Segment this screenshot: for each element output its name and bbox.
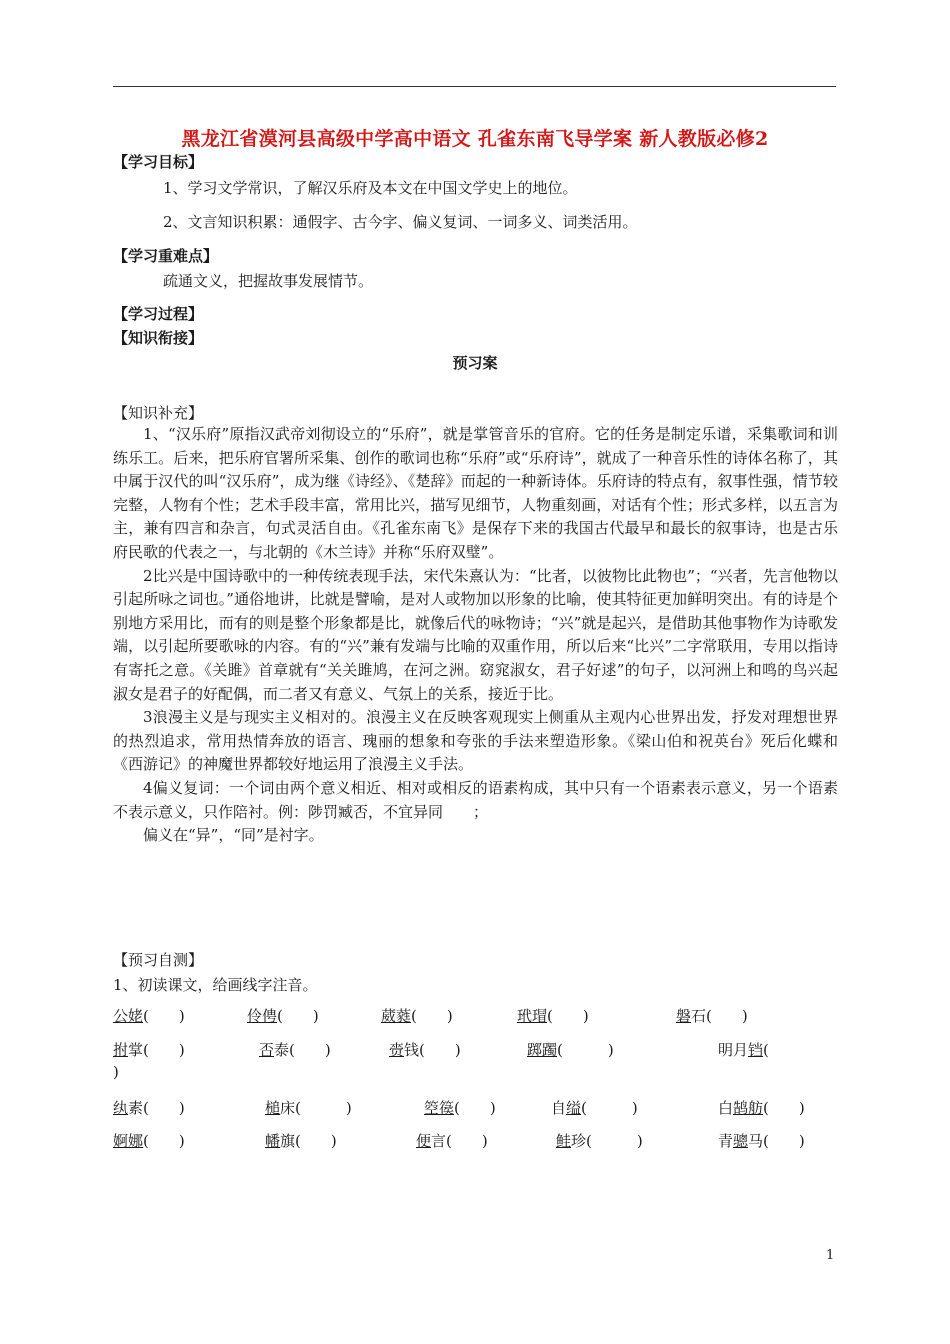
pinyin-item: 葳蕤( ) [381, 1007, 453, 1025]
pinyin-item: 婀娜( ) [113, 1132, 185, 1150]
key-points-text: 疏通文义，把握故事发展情节。 [163, 272, 374, 290]
bridge-heading: 【知识衔接】 [113, 329, 204, 347]
pinyin-item: 明月铛( [718, 1041, 769, 1059]
process-heading: 【学习过程】 [113, 305, 204, 323]
document-title: 黑龙江省漠河县高级中学高中语文 孔雀东南飞导学案 新人教版必修2 [181, 128, 769, 150]
paragraph-romanticism: 3浪漫主义是与现实主义相对的。浪漫主义在反映客观现实上侧重从主观内心世界出发，抒发对理想世界的热烈追求，常用热情奔放的语言、瑰丽的想象和夸张的手法来塑造形象。《梁山伯和祝英台》死后化蝶和《西游记》的神魔世界都较好地运用了浪漫主义手法。 [113, 708, 838, 774]
pinyin-item: 青骢马( ) [718, 1132, 805, 1150]
key-points-heading: 【学习重难点】 [113, 247, 219, 265]
pinyin-item: 踯躅( ) [527, 1041, 614, 1059]
header-rule [113, 86, 836, 87]
goal-item-2: 2、文言知识积累：通假字、古今字、偏义复词、一词多义、词类活用。 [163, 213, 638, 231]
goal-item-1: 1、学习文学常识，了解汉乐府及本文在中国文学史上的地位。 [163, 179, 578, 197]
paragraph-yuefu: 1、“汉乐府”原指汉武帝刘彻设立的“乐府”，就是掌管音乐的官府。它的任务是制定乐谱，采集歌词和训练乐工。后来，把乐府官署所采集、创作的歌词也称“乐府”或“乐府诗”，就成了一种音乐性的诗体名称了，其中属于汉代的叫“汉乐府”，成为继《诗经》、《楚辞》而起的一种新诗体。乐府诗的特点有，叙事性强，情节较完整，人物有个性；艺术手段丰富，常用比兴，描写见细节，人物重刻画，对话有个性；形式多样，以五言为主，兼有四言和杂言，句式灵活自由。《孔雀东南飞》是保存下来的我国古代最早和最长的叙事诗，也是古乐府民歌的代表之一，与北朝的《木兰诗》并称“乐府双璧”。 [113, 425, 838, 561]
supplement-heading: 【知识补充】 [113, 404, 204, 422]
page-number: 1 [826, 1248, 835, 1263]
self-test-instruction: 1、初读课文，给画线字注音。 [113, 976, 318, 994]
supplement-body [113, 423, 838, 848]
pinyin-item: 纨素( ) [113, 1099, 185, 1117]
pinyin-item: 伶俜( ) [247, 1007, 319, 1025]
wrapped-paren: ) [113, 1063, 119, 1081]
pinyin-item: 白鹄舫( ) [718, 1099, 805, 1117]
paragraph-pianyi-note: 偏义在“异”，“同”是衬字。 [143, 826, 324, 845]
paragraph-pianyi: 4偏义复词：一个词由两个意义相近、相对或相反的语素构成，其中只有一个语素表示意义，另一个语素不表示意义，只作陪衬。例：陟罚臧否，不宜异同 ； [113, 778, 838, 821]
pinyin-item: 赍钱( ) [389, 1041, 461, 1059]
pinyin-item: 磐石( ) [676, 1007, 748, 1025]
pinyin-item: 便言( ) [416, 1132, 488, 1150]
pinyin-item: 否泰( ) [259, 1041, 331, 1059]
pinyin-item: 箜篌( ) [424, 1099, 496, 1117]
self-test-heading: 【预习自测】 [113, 951, 204, 969]
pinyin-item: 槌床( ) [265, 1099, 352, 1117]
pinyin-item: 自缢( ) [551, 1099, 638, 1117]
paragraph-bixing: 2比兴是中国诗歌中的一种传统表现手法，宋代朱熹认为：“比者，以彼物比此物也”；“兴者，先言他物以引起所咏之词也。”通俗地讲，比就是譬喻，是对人或物加以形象的比喻，使其特征更加鲜明突出。有的诗是个别地方采用比，而有的则是整个形象都是比，就像后代的咏物诗；“兴”就是起兴，是借助其他事物作为诗歌发端，以引起所要歌咏的内容。有的“兴”兼有发端与比喻的双重作用，所以后来“比兴”二字常联用，专用以指诗有寄托之意。《关雎》首章就有“关关雎鸠，在河之洲。窈窕淑女，君子好逑”的句子，以河洲上和鸣的鸟兴起淑女是君子的好配偶，而二者又有意义、气氛上的关系，接近于比。 [113, 566, 838, 703]
pinyin-item: 幡旗( ) [265, 1132, 337, 1150]
pinyin-item: 公姥( ) [113, 1007, 185, 1025]
goals-heading: 【学习目标】 [113, 153, 204, 171]
pinyin-item: 鲑珍( ) [556, 1132, 643, 1150]
pinyin-item: 玳瑁( ) [517, 1007, 589, 1025]
pinyin-item: 拊掌( ) [113, 1041, 185, 1059]
preview-heading: 预习案 [452, 354, 498, 372]
